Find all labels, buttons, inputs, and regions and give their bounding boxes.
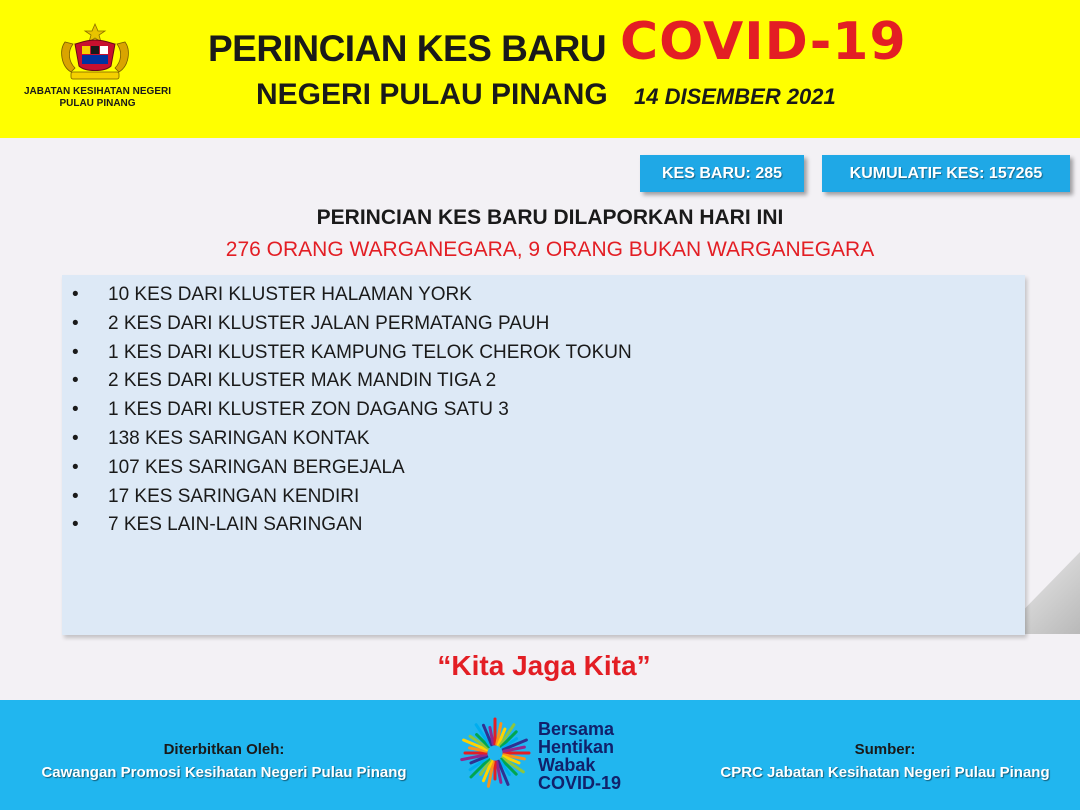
- list-item: • 1 KES DARI KLUSTER KAMPUNG TELOK CHEROK TOKUN: [62, 343, 632, 372]
- source-name: CPRC Jabatan Kesihatan Negeri Pulau Pinang: [720, 764, 1050, 781]
- report-date: 14 DISEMBER 2021: [634, 84, 836, 109]
- campaign-logo-text: [538, 720, 621, 792]
- section-title: PERINCIAN KES BARU DILAPORKAN HARI INI: [316, 206, 784, 229]
- list-item: • 10 KES DARI KLUSTER HALAMAN YORK: [62, 285, 632, 314]
- list-item: • 1 KES DARI KLUSTER ZON DAGANG SATU 3: [62, 400, 632, 429]
- case-list: [62, 285, 632, 544]
- malaysia-coat-of-arms-icon: [55, 22, 135, 84]
- new-cases-badge: KES BARU: 285: [640, 155, 804, 192]
- department-name: JABATAN KESIHATAN NEGERI PULAU PINANG: [23, 86, 172, 109]
- campaign-line: Wabak: [538, 755, 596, 775]
- cumulative-cases-badge: KUMULATIF KES: 157265: [822, 155, 1070, 192]
- campaign-line: Hentikan: [538, 737, 615, 757]
- source-label: Sumber:: [854, 741, 916, 758]
- list-item: • 107 KES SARINGAN BERGEJALA: [62, 458, 632, 487]
- campaign-line: Bersama: [538, 719, 615, 739]
- publisher-label: Diterbitkan Oleh:: [163, 741, 285, 758]
- list-item: • 2 KES DARI KLUSTER JALAN PERMATANG PAUH: [62, 314, 632, 343]
- starburst-icon: [456, 714, 534, 792]
- slogan: “Kita Jaga Kita”: [437, 650, 651, 681]
- publisher-name: Cawangan Promosi Kesihatan Negeri Pulau Pinang: [41, 764, 407, 781]
- list-item: • 7 KES LAIN-LAIN SARINGAN: [62, 515, 632, 544]
- list-item: • 2 KES DARI KLUSTER MAK MANDIN TIGA 2: [62, 371, 632, 400]
- state-title: NEGERI PULAU PINANG: [256, 78, 608, 111]
- section-subtitle: 276 ORANG WARGANEGARA, 9 ORANG BUKAN WARGANEGARA: [225, 238, 875, 261]
- page-title: PERINCIAN KES BARU: [208, 28, 607, 69]
- list-item: • 17 KES SARINGAN KENDIRI: [62, 487, 632, 516]
- list-item: • 138 KES SARINGAN KONTAK: [62, 429, 632, 458]
- campaign-line: COVID-19: [538, 773, 622, 793]
- case-details-panel: [62, 275, 1025, 635]
- covid-title: COVID-19: [620, 12, 907, 72]
